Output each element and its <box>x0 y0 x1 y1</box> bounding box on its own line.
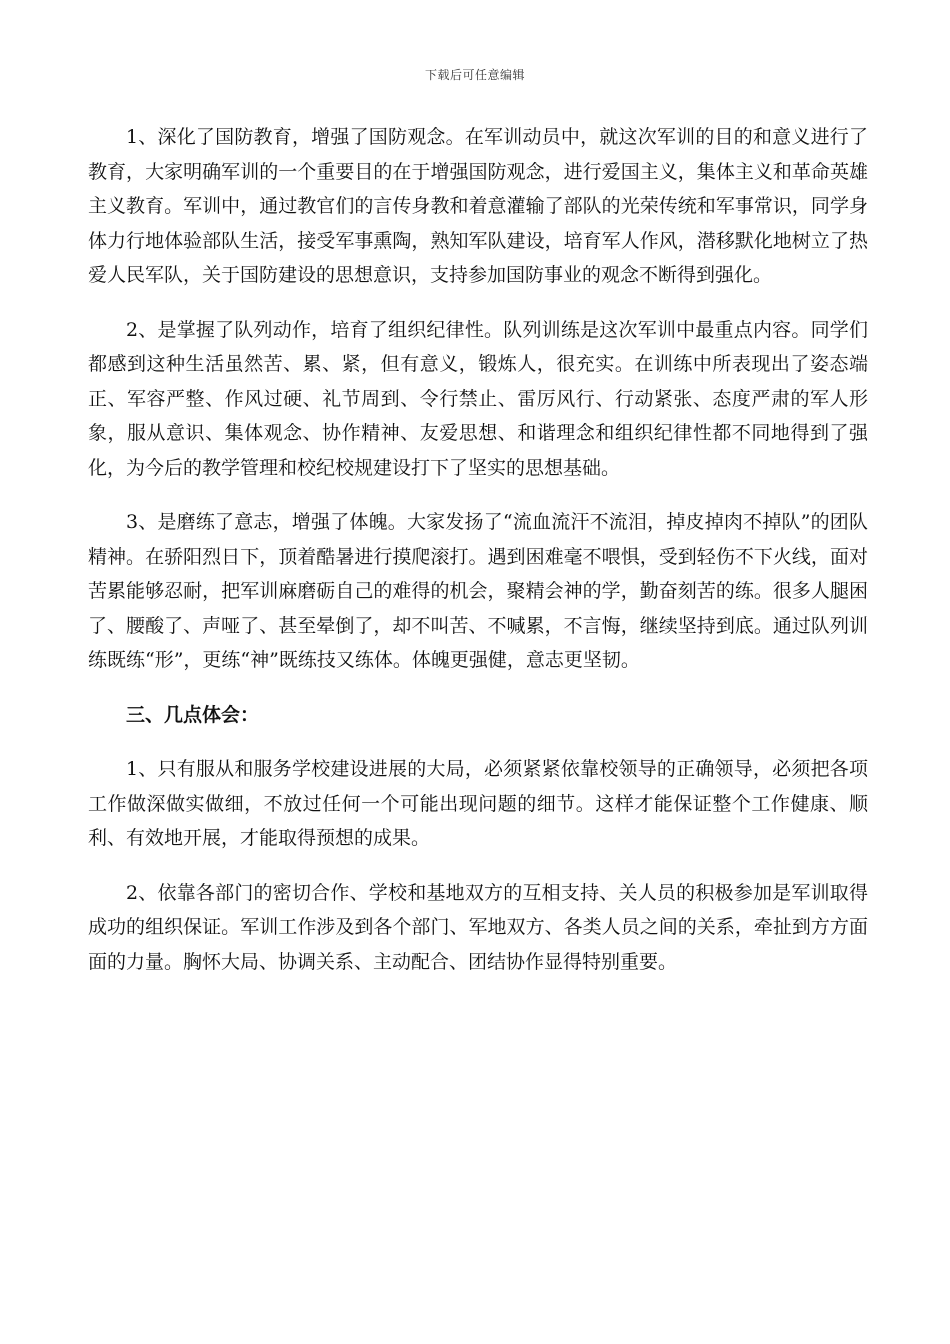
document-body <box>88 120 868 999</box>
page-header: 下载后可任意编辑 <box>424 68 525 82</box>
paragraph: 1、深化了国防教育，增强了国防观念。在军训动员中，就这次军训的目的和意义进行了教育，大家明确军训的一个重要目的在于增强国防观念，进行爱国主义，集体主义和革命英雄主义教育。军训中，通过教官们的言传身教和着意灌输了部队的光荣传统和军事常识，同学身体力行地体验部队生活，接受军事熏陶，熟知军队建设，培育军人作风，潜移默化地树立了热爱人民军队，关于国防建设的思想意识，支持参加国防事业的观念不断得到强化。 <box>88 126 868 286</box>
paragraph: 2、依靠各部门的密切合作、学校和基地双方的互相支持、关人员的积极参加是军训取得成功的组织保证。军训工作涉及到各个部门、军地双方、各类人员之间的关系，牵扯到方方面面的力量。胸怀大局、协调关系、主动配合、团结协作显得特别重要。 <box>88 881 868 973</box>
paragraph: 1、只有服从和服务学校建设进展的大局，必须紧紧依靠校领导的正确领导，必须把各项工作做深做实做细，不放过任何一个可能出现问题的细节。这样才能保证整个工作健康、顺利、有效地开展，才能取得预想的成果。 <box>88 758 868 849</box>
section-heading: 三、几点体会： <box>126 703 260 726</box>
paragraph: 2、是掌握了队列动作，培育了组织纪律性。队列训练是这次军训中最重点内容。同学们都感到这种生活虽然苦、累、紧，但有意义，锻炼人，很充实。在训练中所表现出了姿态端正、军容严整、作风过硬、礼节周到、令行禁止、雷厉风行、行动紧张、态度严肃的军人形象，服从意识、集体观念、协作精神、友爱思想、和谐理念和组织纪律性都不同地得到了强化，为今后的教学管理和校纪校规建设打下了坚实的思想基础。 <box>88 318 868 479</box>
paragraph: 3、是磨练了意志，增强了体魄。大家发扬了“流血流汗不流泪，掉皮掉肉不掉队”的团队精神。在骄阳烈日下，顶着酷暑进行摸爬滚打。遇到困难毫不喂惧，受到轻伤不下火线，面对苦累能够忍耐，把军训麻磨砺自己的难得的机会，聚精会神的学，勤奋刻苦的练。很多人腿困了、腰酸了、声哑了、甚至晕倒了，却不叫苦、不喊累，不言悔，继续坚持到底。通过队列训练既练“形”，更练“神”既练技又练体。体魄更强健，意志更坚韧。 <box>88 511 868 671</box>
